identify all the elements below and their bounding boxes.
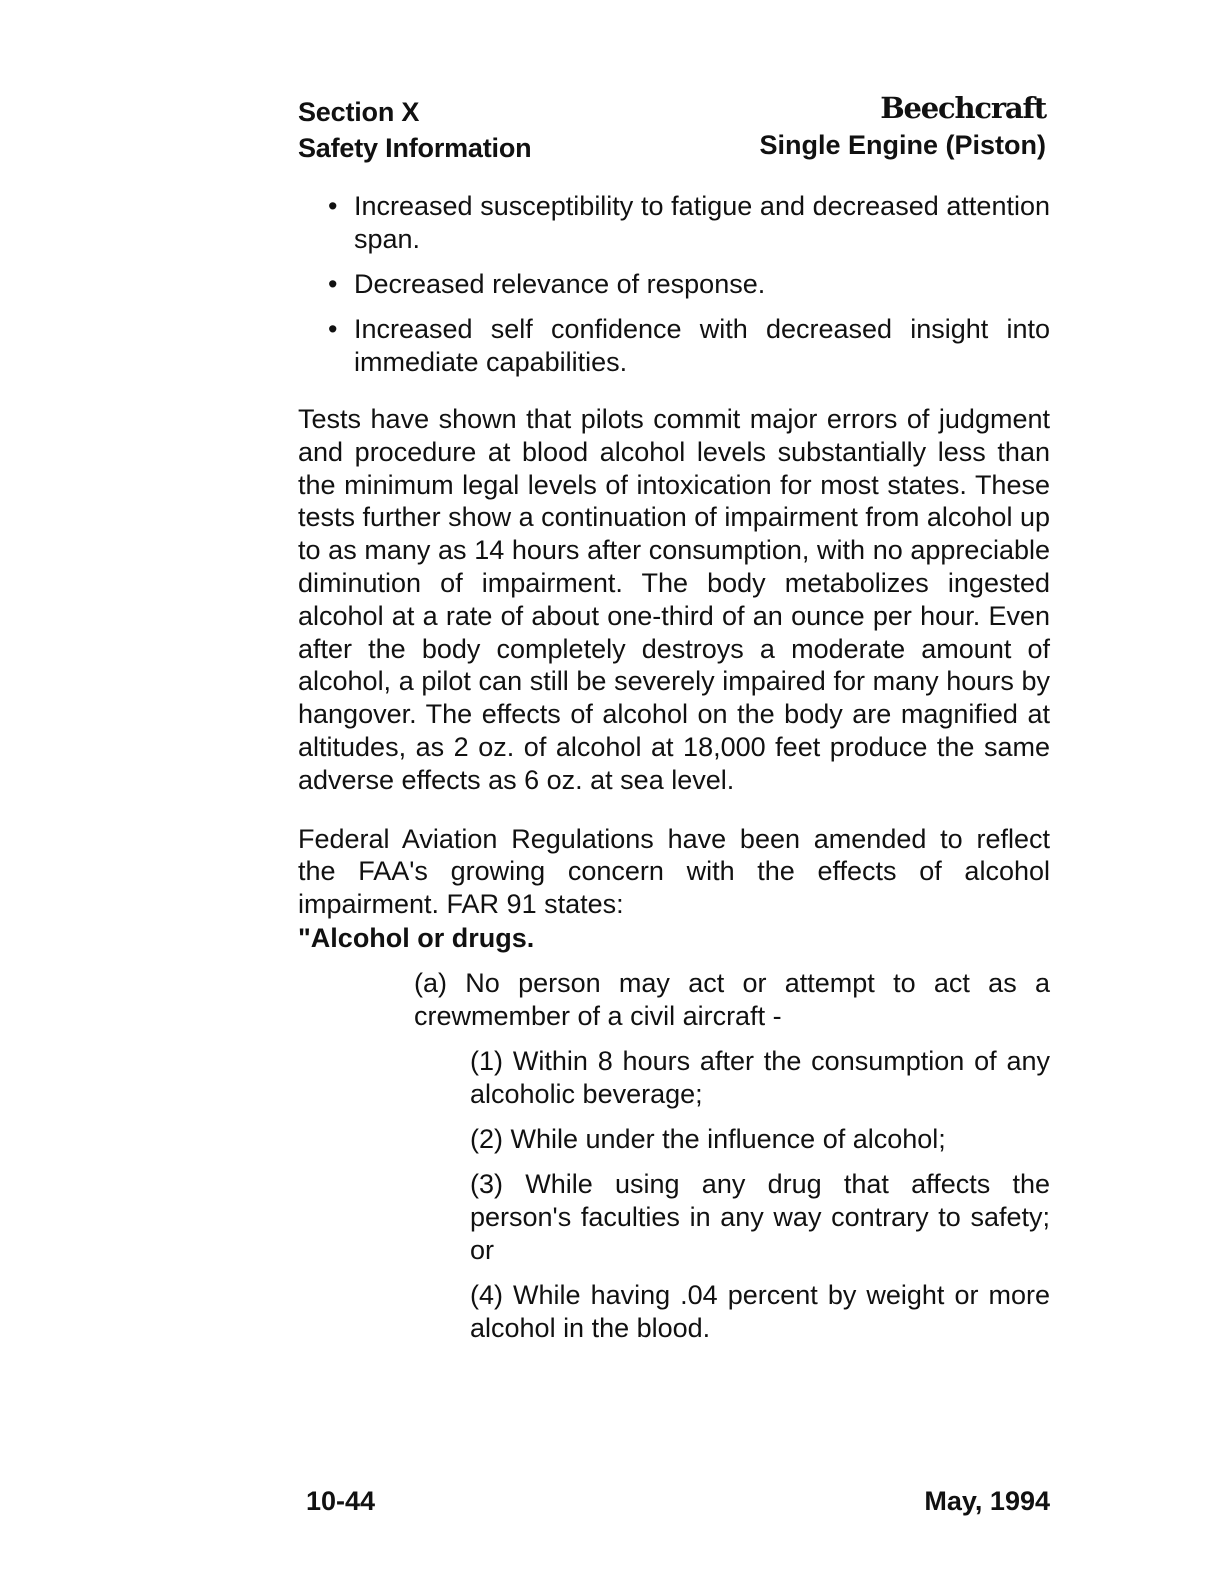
revision-date: May, 1994 — [924, 1486, 1050, 1516]
section-title: Safety Information — [298, 133, 532, 163]
bullet-item — [328, 190, 1050, 256]
regulation-clause-a: (a) No person may act or attempt to act as a crewmember of a civil aircraft - — [414, 967, 1050, 1031]
regulation-item: (3) While using any drug that affects the person's faculties in any way contrary to safety; or — [470, 1168, 1050, 1265]
bullet-item — [328, 268, 1050, 301]
bullet-item — [328, 313, 1050, 379]
regulation-items — [470, 1045, 1050, 1345]
regulation-item: (2) While under the influence of alcohol; — [470, 1123, 946, 1154]
model-subtitle: Single Engine (Piston) — [759, 130, 1046, 160]
bullet-text: Increased susceptibility to fatigue and decreased attention span. — [354, 191, 1050, 254]
bullet-text: Decreased relevance of response. — [354, 269, 766, 299]
tests-paragraph: Tests have shown that pilots commit major errors of judgment and procedure at blood alcohol levels substantially less than the minimum legal levels of intoxication for most states. These tests further show a continuation of impairment from alcohol up to as many as 14 hours after consumption, with no appreciable diminution of impairment. The body metabolizes ingested alcohol at a rate of about one-third of an ounce per hour. Even after the body completely destroys a moderate amount of alcohol, a pilot can still be severely impaired for many hours by hangover. The effects of alcohol on the body are magnified at altitudes, as 2 oz. of alcohol at 18,000 feet produce the same adverse effects as 6 oz. at sea level. — [298, 404, 1050, 795]
section-heading — [298, 94, 531, 166]
brand-block — [759, 88, 1046, 162]
bullet-icon: • — [328, 191, 338, 221]
page-header — [298, 88, 1050, 168]
page-number: 10-44 — [306, 1486, 376, 1516]
effects-bullet-list — [298, 190, 1050, 379]
far-paragraph: Federal Aviation Regulations have been amended to reflect the FAA's growing concern with the effects of alcohol impairment. FAR 91 states: — [298, 823, 1050, 920]
bullet-icon: • — [328, 269, 338, 299]
bullet-text: Increased self confidence with decreased insight into immediate capabilities. — [354, 314, 1050, 377]
regulation-item: (4) While having .04 percent by weight or more alcohol in the blood. — [470, 1279, 1050, 1343]
regulation-title: "Alcohol or drugs. — [298, 922, 535, 953]
manual-page — [298, 88, 1050, 1548]
regulation-item: (1) Within 8 hours after the consumption of any alcoholic beverage; — [470, 1045, 1050, 1109]
section-label: Section X — [298, 97, 420, 127]
brand-logo: Beechcraft — [880, 91, 1046, 125]
bullet-icon: • — [328, 314, 338, 344]
